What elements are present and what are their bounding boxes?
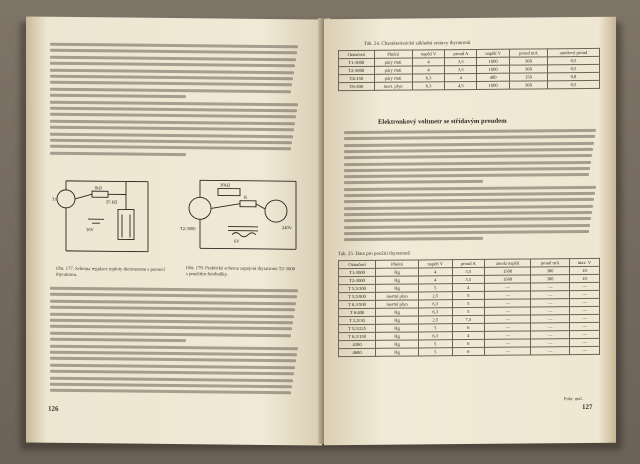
table-cell: T 5,5/225 xyxy=(339,324,376,332)
table-cell: Hg xyxy=(376,324,419,332)
table-cell: 5 xyxy=(418,340,452,348)
table-cell: 300 xyxy=(510,81,548,89)
left-page xyxy=(26,16,322,445)
table-cell: T 6,3/150 xyxy=(339,332,376,340)
table-cell: Hg xyxy=(376,316,419,324)
text-line xyxy=(344,129,596,134)
table-cell: 3,5 xyxy=(445,57,477,65)
text-line xyxy=(50,306,295,312)
text-line xyxy=(50,62,295,68)
table-cell: — xyxy=(485,339,531,347)
text-line xyxy=(50,75,293,81)
table-cell: — xyxy=(531,315,570,323)
text-line xyxy=(344,186,596,191)
page-number-right: 127 xyxy=(582,402,593,412)
table-cell: 150 xyxy=(510,73,548,81)
table-cell: T 2,5/30 xyxy=(339,316,376,324)
text-line xyxy=(344,223,590,228)
text-line xyxy=(50,319,293,325)
text-line xyxy=(50,351,297,357)
text-line xyxy=(50,49,297,55)
figure-178-schematic xyxy=(178,168,306,263)
fig177-label: 30V xyxy=(86,227,94,233)
table-header-cell: napětí V xyxy=(418,260,452,268)
table-cell: 3,5 xyxy=(452,275,484,283)
table-cell: — xyxy=(531,323,570,331)
table-cell: — xyxy=(485,323,531,331)
table-cell: — xyxy=(569,306,599,314)
table-cell: — xyxy=(485,291,531,299)
table-cell: T 6,3/500 xyxy=(339,300,376,308)
table-header-cell: proud mA xyxy=(531,259,570,267)
figure-177-caption: Obr. 177. Schema regulace teploty thermostatu s pomocí thyratronu. xyxy=(56,266,165,278)
text-line xyxy=(344,198,594,203)
table-cell: 3,5 xyxy=(452,267,484,275)
table-cell: 6,3 xyxy=(418,300,452,308)
table-cell: 4,5 xyxy=(445,81,477,89)
table-cell: — xyxy=(531,299,570,307)
text-line xyxy=(50,119,295,125)
table-cell: T4-150 xyxy=(339,74,375,82)
table-cell: — xyxy=(485,283,531,291)
table-cell: — xyxy=(485,307,531,315)
fig177-label: 1kΩ xyxy=(94,185,102,191)
table-cell: páry rtuti xyxy=(374,66,412,74)
table-cell: páry rtuti xyxy=(374,58,412,66)
table-header-cell: proud A xyxy=(452,259,484,267)
table-cell: Hg xyxy=(376,284,419,292)
table-header-cell: anodový proud xyxy=(547,48,599,56)
text-line xyxy=(50,139,292,145)
text-line xyxy=(50,389,291,395)
table-cell: 4 xyxy=(452,331,484,339)
table-header-cell: Označení xyxy=(339,260,376,268)
table-cell: 6,3 xyxy=(412,74,445,82)
table-25-title: Tab. 25. Data pro použití thyratronů xyxy=(338,251,410,258)
table-cell: 6,3 xyxy=(418,332,452,340)
table-cell: — xyxy=(569,282,599,290)
text-line xyxy=(344,148,593,153)
table-row xyxy=(339,80,600,90)
text-line xyxy=(50,113,296,119)
table-cell: — xyxy=(531,347,570,355)
text-line xyxy=(50,383,292,389)
table-cell: — xyxy=(569,346,599,354)
table-cell: — xyxy=(485,331,531,339)
text-line xyxy=(344,211,592,216)
text-line xyxy=(344,135,595,140)
table-cell: 4300 xyxy=(339,340,376,348)
table-cell: 1000 xyxy=(477,81,510,89)
fig178-label: 30kΩ xyxy=(220,182,231,188)
table-cell: 300 xyxy=(510,57,548,65)
text-line xyxy=(344,192,595,197)
text-line xyxy=(344,217,591,222)
table-cell: 6 xyxy=(452,347,484,355)
text-line xyxy=(50,43,298,49)
table-cell: 0,5 xyxy=(547,56,599,64)
text-line xyxy=(50,357,296,363)
table-cell: — xyxy=(569,290,599,298)
table-cell: 3,5 xyxy=(445,65,477,73)
text-line xyxy=(50,312,294,318)
text-line xyxy=(50,344,298,350)
table-cell: Hg xyxy=(376,348,419,356)
table-cell: — xyxy=(485,347,531,355)
table-cell: 6 xyxy=(452,339,484,347)
table-cell: — xyxy=(531,331,570,339)
table-cell: 300 xyxy=(531,267,570,275)
table-cell: 4 xyxy=(418,276,452,284)
fig178-label: R xyxy=(244,194,248,200)
table-cell: 2,5 xyxy=(418,316,452,324)
table-25 xyxy=(338,258,600,357)
table-cell: T1-3000 xyxy=(339,268,376,276)
table-cell: 1000 xyxy=(477,65,510,73)
table-cell: — xyxy=(531,283,570,291)
table-cell: Hg xyxy=(376,308,419,316)
text-line xyxy=(50,81,292,87)
text-line xyxy=(50,55,296,61)
table-cell: 5 xyxy=(452,299,484,307)
table-cell: 300 xyxy=(531,275,570,283)
text-line xyxy=(50,87,291,93)
table-cell: 300 xyxy=(510,65,548,73)
text-line xyxy=(344,160,591,165)
table-cell: 10 xyxy=(569,266,599,274)
text-line xyxy=(50,151,186,155)
fig177-label: T1 xyxy=(52,196,57,202)
table-cell: 480 xyxy=(477,73,510,81)
table-cell: T 5,5/900 xyxy=(339,292,376,300)
table-cell: — xyxy=(531,339,570,347)
text-line xyxy=(50,100,298,106)
text-line xyxy=(344,154,592,159)
text-line xyxy=(344,230,589,235)
table-header-cell: Označení xyxy=(339,50,375,58)
table-cell: Hg xyxy=(376,332,419,340)
table-cell: 0,5 xyxy=(547,64,599,72)
text-line xyxy=(50,325,292,331)
text-line xyxy=(50,68,294,74)
table-cell: 2,5 xyxy=(418,292,452,300)
text-line xyxy=(50,370,294,376)
figure-178-caption: Obr. 178. Praktické schema zapojení thyratronu T2-3000 s použitím fotobuňky. xyxy=(186,266,296,278)
table-cell: — xyxy=(485,299,531,307)
footer-note: Pokr. mal. xyxy=(564,396,583,402)
table-cell: Hg xyxy=(376,276,419,284)
fig177-label: 25 kΩ xyxy=(106,199,118,205)
table-cell: — xyxy=(569,330,599,338)
table-cell: 7,5 xyxy=(452,315,484,323)
table-cell: 1500 xyxy=(485,267,531,275)
table-cell: 10 xyxy=(569,274,599,282)
table-cell: 4 xyxy=(412,58,445,66)
table-cell: 5 xyxy=(452,307,484,315)
table-cell: 0,8 xyxy=(547,72,599,80)
table-cell: 4 xyxy=(445,73,477,81)
table-cell: T 6/400 xyxy=(339,308,376,316)
text-line xyxy=(344,173,589,178)
table-row xyxy=(339,346,600,356)
text-line xyxy=(344,237,483,241)
fig178-label: T2-3000 xyxy=(180,226,196,232)
text-line xyxy=(50,376,293,382)
text-line xyxy=(344,180,483,184)
table-cell: 4 xyxy=(452,283,484,291)
table-cell: 1000 xyxy=(477,57,510,65)
table-cell: 1500 xyxy=(485,275,531,283)
fig178-label: 240V xyxy=(282,225,292,231)
table-header-cell: max. V xyxy=(569,258,599,266)
table-cell: — xyxy=(485,315,531,323)
text-line xyxy=(50,363,295,369)
table-cell: 6,3 xyxy=(418,308,452,316)
section-heading: Elektronkový voltmetr se střídavým proudem xyxy=(378,117,507,126)
table-cell: Hg xyxy=(376,268,419,276)
table-cell: — xyxy=(569,322,599,330)
table-cell: — xyxy=(569,314,599,322)
table-cell: inertní plyn xyxy=(376,300,419,308)
table-cell: inertní plyn xyxy=(376,292,419,300)
open-book xyxy=(26,18,616,444)
table-header-cell: napětí V xyxy=(412,50,445,58)
text-line xyxy=(50,293,297,299)
text-line xyxy=(50,145,291,151)
text-line xyxy=(344,205,593,210)
text-line xyxy=(50,287,298,293)
text-line xyxy=(50,299,296,305)
table-cell: 5 xyxy=(418,348,452,356)
table-cell: inert. plyn xyxy=(374,82,412,90)
table-cell: páry rtuti xyxy=(374,74,412,82)
table-header-cell: napětí V xyxy=(477,49,510,57)
table-cell: — xyxy=(531,307,570,315)
text-line xyxy=(50,132,293,138)
page-number-left: 126 xyxy=(48,404,59,413)
table-header-cell: anoda napětí xyxy=(485,259,531,267)
table-cell: 5 xyxy=(418,284,452,292)
table-cell: Hg xyxy=(376,340,419,348)
table-cell: — xyxy=(569,338,599,346)
table-24 xyxy=(338,48,600,91)
text-line xyxy=(50,338,186,342)
table-cell: T2-3000 xyxy=(339,66,375,74)
table-cell: T 5,5/300 xyxy=(339,284,376,292)
text-line xyxy=(50,94,186,98)
table-header-cell: Plnění xyxy=(376,260,419,268)
right-page xyxy=(324,17,616,446)
table-header-cell: Plnění xyxy=(374,50,412,58)
table-cell: 0,5 xyxy=(547,80,599,88)
table-cell: 5 xyxy=(452,291,484,299)
figure-177-schematic xyxy=(48,169,166,262)
table-cell: 5 xyxy=(418,324,452,332)
text-line xyxy=(344,142,594,147)
table-cell: T6-300 xyxy=(339,82,375,90)
table-cell: T2-3000 xyxy=(339,276,376,284)
table-cell: 4600 xyxy=(339,348,376,356)
table-cell: 6 xyxy=(452,323,484,331)
table-cell: — xyxy=(531,291,570,299)
table-header-cell: proud A xyxy=(445,49,477,57)
table-cell: 6,3 xyxy=(412,82,445,90)
table-cell: — xyxy=(569,298,599,306)
table-24-title: Tab. 24. Charakteristické základní sestavy thyratronů xyxy=(364,40,471,47)
table-cell: 4 xyxy=(412,66,445,74)
text-line xyxy=(50,331,291,337)
fig178-label: 6V xyxy=(234,238,240,244)
table-cell: T1-3000 xyxy=(339,58,375,66)
table-header-cell: proud mA xyxy=(510,49,548,57)
right-text-block xyxy=(324,17,616,20)
text-line xyxy=(50,126,294,132)
table-cell: 4 xyxy=(418,268,452,276)
text-line xyxy=(50,107,297,113)
text-line xyxy=(344,167,590,172)
